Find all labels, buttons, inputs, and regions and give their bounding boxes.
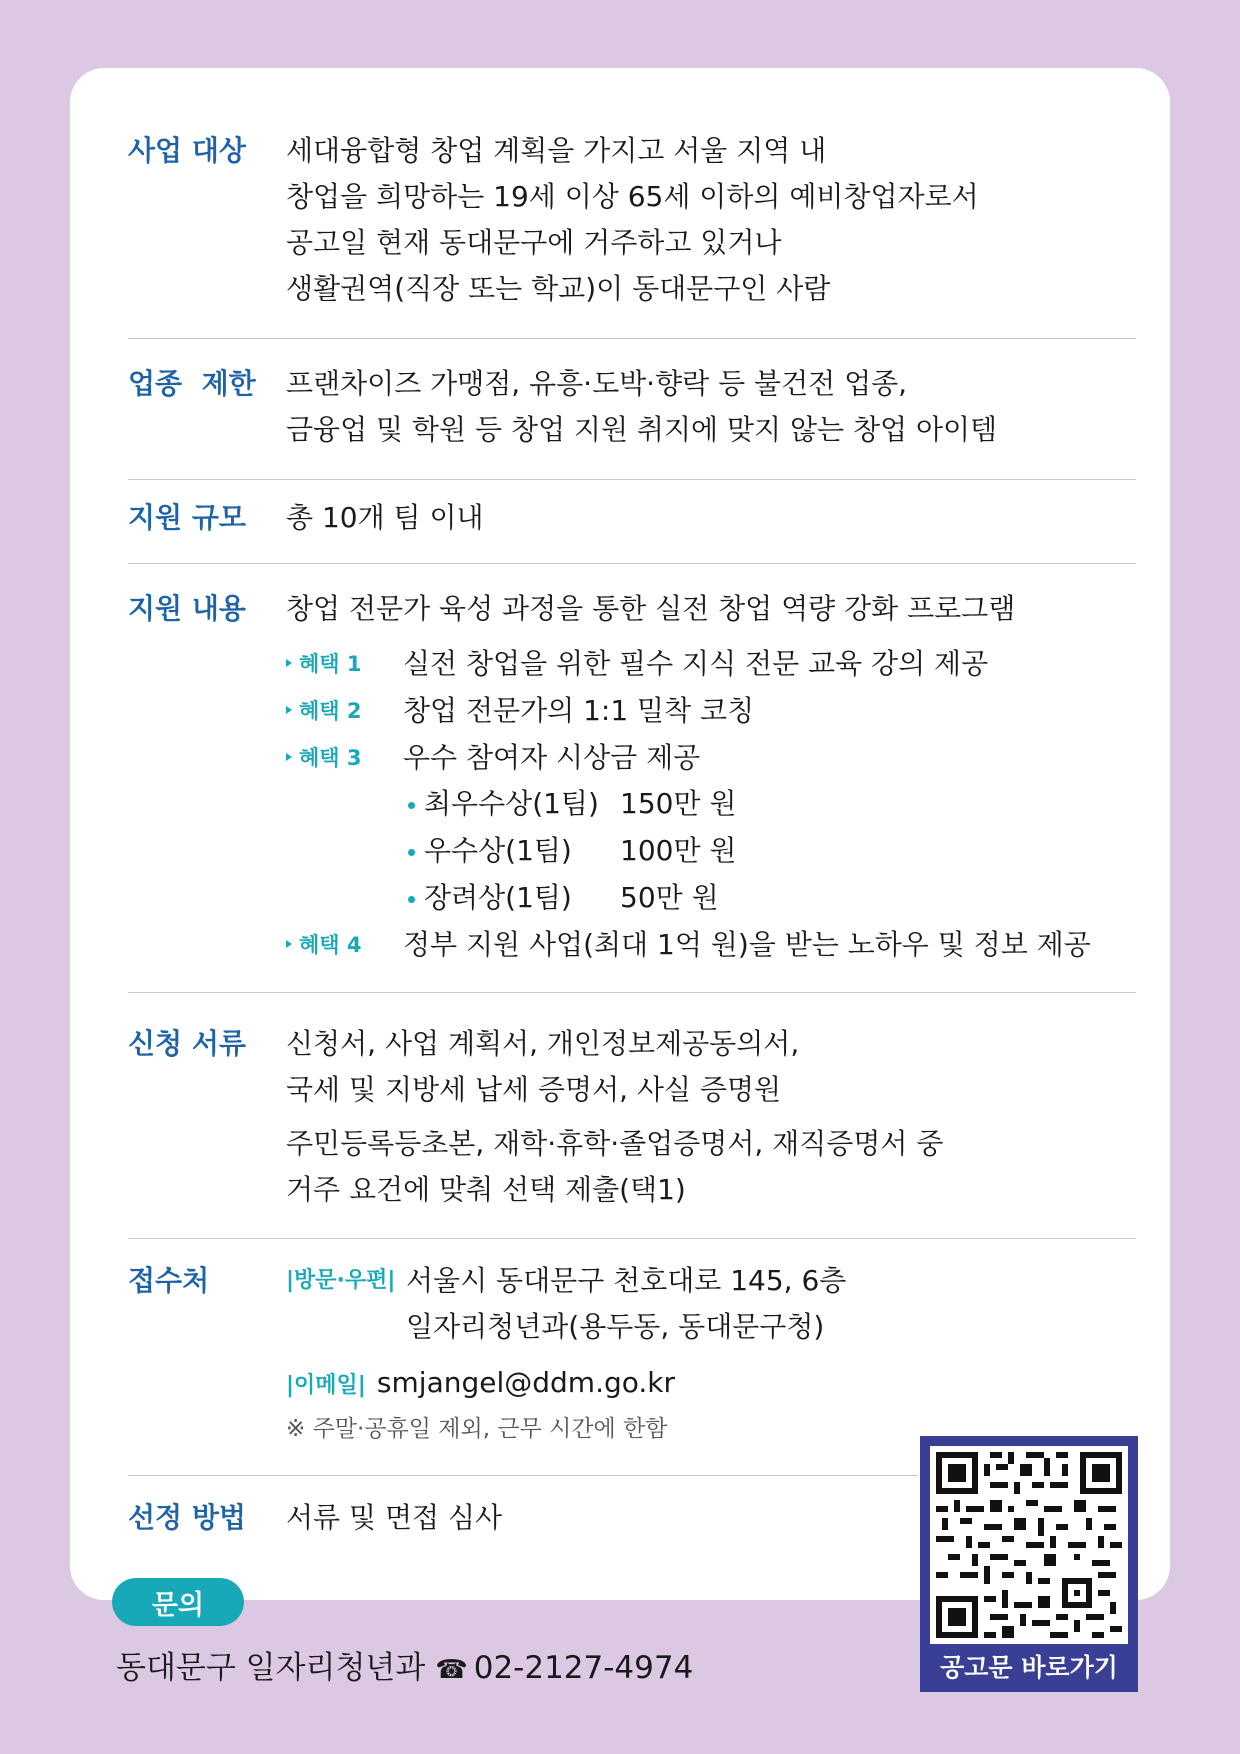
- section-label: 신청 서류: [128, 1027, 246, 1060]
- content-line: 세대융합형 창업 계획을 가지고 서울 지역 내: [286, 134, 827, 167]
- section-scale: [128, 495, 1136, 541]
- section-restriction: [128, 361, 1136, 453]
- qr-code-icon: [930, 1446, 1128, 1644]
- qr-caption: 공고문 바로가기: [940, 1653, 1118, 1682]
- section-label: 사업 대상: [128, 134, 246, 167]
- divider: [128, 1238, 1136, 1239]
- visit-address: 서울시 동대문구 천호대로 145, 6층 일자리청년과(용두동, 동대문구청): [406, 1264, 847, 1343]
- award-amount: 100만 원: [620, 834, 737, 867]
- award-name: 최우수상(1팀): [424, 787, 599, 820]
- email-tag: |이메일|: [286, 1373, 366, 1398]
- section-target: [128, 128, 1136, 318]
- qr-code-link[interactable]: [920, 1436, 1138, 1692]
- triangle-bullet-icon: [286, 753, 292, 761]
- benefit-text: 실전 창업을 위한 필수 지식 전문 교육 강의 제공: [403, 647, 989, 680]
- award-amount: 150만 원: [620, 787, 737, 820]
- benefit-tag: 혜택 2: [286, 691, 362, 731]
- benefit-text: 정부 지원 사업(최대 1억 원)을 받는 노하우 및 정보 제공: [403, 928, 1091, 961]
- content-line: 신청서, 사업 계획서, 개인정보제공동의서,: [286, 1027, 800, 1060]
- section-label: 지원 내용: [128, 592, 246, 625]
- visit-tag: |방문·우편|: [286, 1268, 396, 1293]
- section-content: [286, 361, 997, 453]
- reception-note: ※ 주말·공휴일 제외, 근무 시간에 한함: [286, 1416, 668, 1442]
- award-name: 장려상(1팀): [424, 881, 572, 914]
- benefit-tag: 혜택 3: [286, 738, 362, 778]
- content-line: 국세 및 지방세 납세 증명서, 사실 증명원: [286, 1073, 782, 1106]
- bullet-dot-icon: [408, 849, 415, 856]
- content-line: 금융업 및 학원 등 창업 지원 취지에 맞지 않는 창업 아이템: [286, 413, 998, 446]
- benefit-tag: 혜택 1: [286, 644, 362, 684]
- section-label: 지원 규모: [128, 501, 246, 534]
- divider: [128, 338, 1136, 339]
- divider: [128, 1475, 918, 1476]
- section-content: 서류 및 면접 심사: [286, 1501, 503, 1534]
- content-line: 공고일 현재 동대문구에 거주하고 있거나: [286, 226, 782, 259]
- section-label: 업종 제한: [128, 367, 256, 400]
- inquiry-dept: 동대문구 일자리청년과: [116, 1650, 426, 1686]
- email-row: [286, 1360, 675, 1410]
- triangle-bullet-icon: [286, 659, 292, 667]
- inquiry-contact: [116, 1646, 693, 1692]
- section-content: [286, 1021, 943, 1213]
- content-line: 창업을 희망하는 19세 이상 65세 이하의 예비창업자로서: [286, 180, 979, 213]
- triangle-bullet-icon: [286, 940, 292, 948]
- divider: [128, 479, 1136, 480]
- bullet-dot-icon: [408, 896, 415, 903]
- award-name: 우수상(1팀): [424, 834, 572, 867]
- section-content: 총 10개 팀 이내: [286, 501, 484, 534]
- section-label: 접수처: [128, 1264, 210, 1297]
- section-documents: [128, 1021, 1136, 1211]
- email-address[interactable]: smjangel@ddm.go.kr: [376, 1366, 676, 1399]
- content-line: 거주 요건에 맞춰 선택 제출(택1): [286, 1173, 686, 1206]
- section-support: [128, 586, 1136, 966]
- section-content: [286, 128, 979, 312]
- inquiry-phone[interactable]: 02-2127-4974: [473, 1650, 694, 1686]
- support-intro: 창업 전문가 육성 과정을 통한 실전 창업 역량 강화 프로그램: [286, 592, 1016, 625]
- phone-icon: ☎: [435, 1655, 468, 1685]
- award-amount: 50만 원: [620, 881, 719, 914]
- content-line: 프랜차이즈 가맹점, 유흥·도박·향락 등 불건전 업종,: [286, 367, 908, 400]
- benefit-text: 창업 전문가의 1:1 밀착 코칭: [403, 694, 755, 727]
- section-label: 선정 방법: [128, 1501, 246, 1534]
- content-line: 주민등록등초본, 재학·휴학·졸업증명서, 재직증명서 중: [286, 1127, 944, 1160]
- divider: [128, 992, 1136, 993]
- divider: [128, 563, 1136, 564]
- benefit-text: 우수 참여자 시상금 제공: [403, 741, 701, 774]
- triangle-bullet-icon: [286, 706, 292, 714]
- section-reception: [128, 1258, 1136, 1448]
- inquiry-badge: 문의: [112, 1578, 244, 1626]
- content-line: 생활권역(직장 또는 학교)이 동대문구인 사람: [286, 272, 831, 305]
- benefit-tag: 혜택 4: [286, 925, 362, 965]
- bullet-dot-icon: [408, 802, 415, 809]
